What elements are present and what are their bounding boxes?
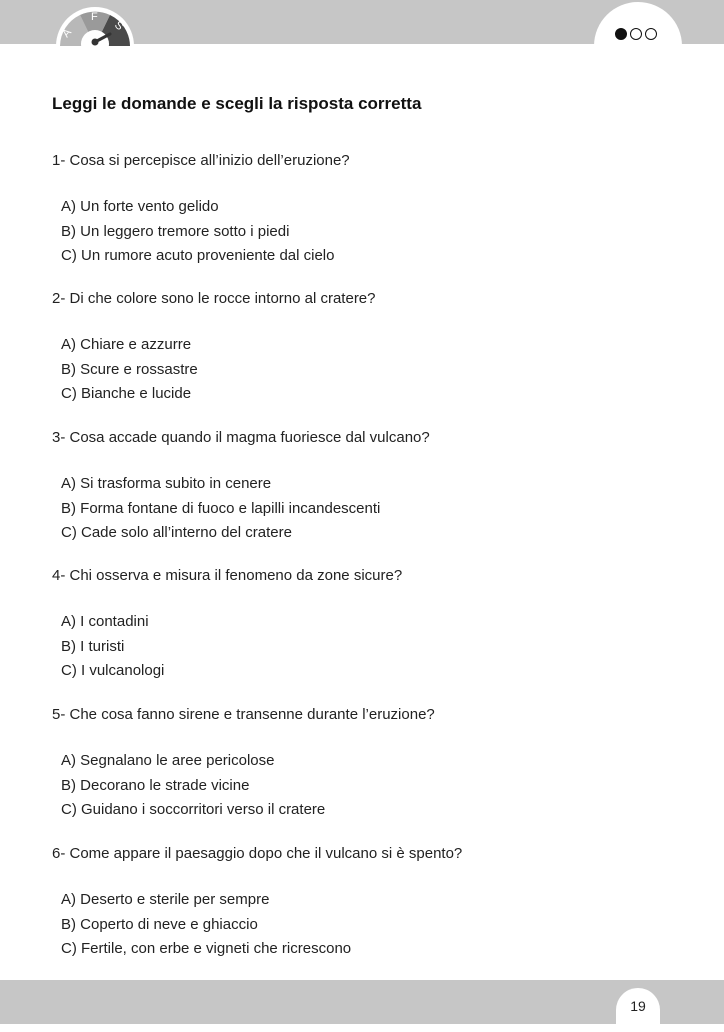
question-4: 4- Chi osserva e misura il fenomeno da zone sicure? (52, 567, 403, 584)
question-1-option-a: A) Un forte vento gelido (61, 198, 219, 215)
progress-dot-empty-icon (645, 28, 657, 40)
question-2: 2- Di che colore sono le rocce intorno al cratere? (52, 290, 376, 307)
question-3-option-a: A) Si trasforma subito in cenere (61, 475, 272, 492)
gauge-letter-f: F (91, 11, 98, 23)
question-3-option-b: B) Forma fontane di fuoco e lapilli incandescenti (61, 499, 381, 517)
question-6-option-b: B) Coperto di neve e ghiaccio (61, 915, 258, 933)
question-5: 5- Che cosa fanno sirene e transenne durante l’eruzione? (52, 706, 435, 723)
question-6: 6- Come appare il paesaggio dopo che il vulcano si è spento? (52, 845, 463, 862)
question-4-option-b: B) I turisti (61, 637, 125, 655)
progress-dot-empty-icon (630, 28, 642, 40)
question-4-option-a: A) I contadini (61, 613, 149, 630)
question-3: 3- Cosa accade quando il magma fuoriesce dal vulcano? (52, 429, 430, 446)
question-5-option-c: C) Guidano i soccorritori verso il cratere (61, 801, 326, 818)
gauge-letter-a: A (60, 26, 75, 40)
question-1: 1- Cosa si percepisce all’inizio dell’eruzione? (52, 152, 350, 169)
progress-dot-filled-icon (615, 28, 627, 40)
question-2-option-b: B) Scure e rossastre (61, 360, 198, 378)
question-1-option-b: B) Un leggero tremore sotto i piedi (61, 222, 290, 240)
gauge-letter-s: S (112, 19, 126, 34)
question-5-option-b: B) Decorano le strade vicine (61, 776, 250, 794)
gauge-icon (50, 0, 140, 48)
question-6-option-a: A) Deserto e sterile per sempre (61, 891, 270, 908)
question-3-option-c: C) Cade solo all’interno del cratere (61, 524, 292, 541)
question-1-option-c: C) Un rumore acuto proveniente dal cielo (61, 247, 335, 264)
question-5-option-a: A) Segnalano le aree pericolose (61, 752, 275, 769)
progress-dots (615, 28, 659, 40)
question-4-option-c: C) I vulcanologi (61, 662, 165, 679)
question-2-option-c: C) Bianche e lucide (61, 385, 192, 402)
question-2-option-a: A) Chiare e azzurre (61, 336, 192, 353)
page-title: Leggi le domande e scegli la risposta corretta (52, 94, 422, 113)
question-6-option-c: C) Fertile, con erbe e vigneti che ricrescono (61, 940, 352, 957)
page-number: 19 (630, 998, 646, 1014)
